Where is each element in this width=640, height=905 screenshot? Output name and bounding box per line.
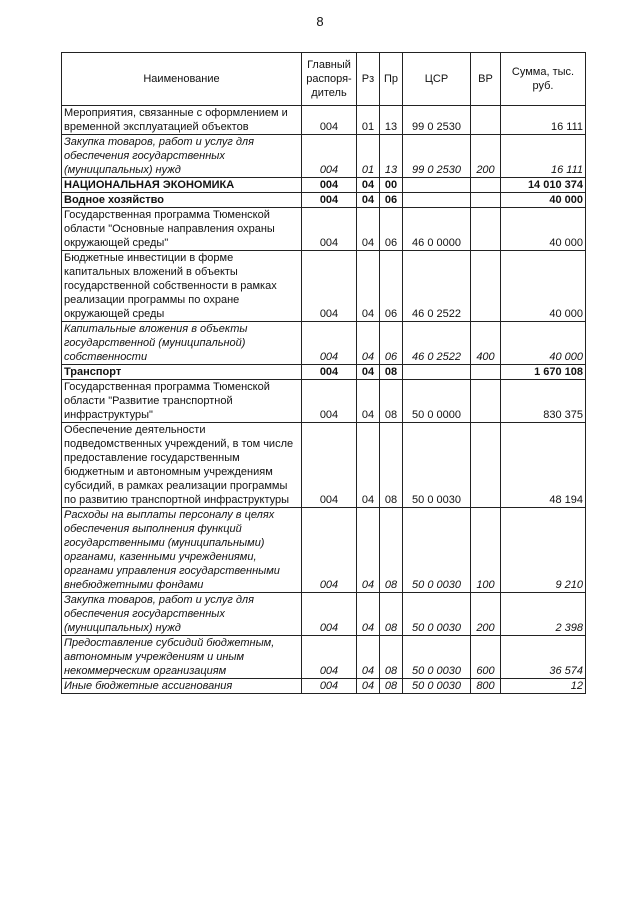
cell-sum: 12 (501, 679, 586, 694)
cell-main-manager: 004 (302, 135, 357, 178)
cell-pr: 08 (380, 365, 403, 380)
cell-name: Предоставление субсидий бюджетным, автономным учреждениям и иным некоммерческим организациям (62, 636, 302, 679)
cell-vr: 800 (471, 679, 501, 694)
table-row (62, 193, 586, 208)
cell-csr: 50 0 0030 (403, 636, 471, 679)
page-number: 8 (316, 14, 324, 29)
cell-pr: 08 (380, 679, 403, 694)
cell-csr (403, 193, 471, 208)
cell-name: Транспорт (62, 365, 302, 380)
cell-vr (471, 251, 501, 322)
cell-pr: 08 (380, 380, 403, 423)
cell-csr: 50 0 0000 (403, 380, 471, 423)
cell-sum: 1 670 108 (501, 365, 586, 380)
cell-sum: 48 194 (501, 423, 586, 508)
cell-sum: 40 000 (501, 322, 586, 365)
cell-sum: 40 000 (501, 208, 586, 251)
cell-vr (471, 208, 501, 251)
cell-csr (403, 178, 471, 193)
cell-rz: 04 (357, 679, 380, 694)
cell-pr: 08 (380, 508, 403, 593)
cell-main-manager: 004 (302, 322, 357, 365)
cell-csr: 50 0 0030 (403, 679, 471, 694)
cell-sum: 830 375 (501, 380, 586, 423)
cell-name: Мероприятия, связанные с оформлением и временной эксплуатацией объектов (62, 106, 302, 135)
cell-main-manager: 004 (302, 636, 357, 679)
cell-rz: 04 (357, 593, 380, 636)
header-main-manager: Главный распоря-дитель (302, 53, 357, 106)
cell-name: Расходы на выплаты персоналу в целях обеспечения выполнения функций государственными (муниципальными) органами, казенными учреждениями, органами управления государственными внебюджетными фондами (62, 508, 302, 593)
table-row (62, 135, 586, 178)
table-row (62, 251, 586, 322)
table-row (62, 679, 586, 694)
cell-main-manager: 004 (302, 106, 357, 135)
cell-rz: 04 (357, 365, 380, 380)
cell-name: Закупка товаров, работ и услуг для обеспечения государственных (муниципальных) нужд (62, 135, 302, 178)
cell-name: НАЦИОНАЛЬНАЯ ЭКОНОМИКА (62, 178, 302, 193)
table-row (62, 322, 586, 365)
cell-main-manager: 004 (302, 193, 357, 208)
cell-rz: 04 (357, 423, 380, 508)
cell-name: Капитальные вложения в объекты государственной (муниципальной) собственности (62, 322, 302, 365)
table-row (62, 508, 586, 593)
cell-name: Закупка товаров, работ и услуг для обеспечения государственных (муниципальных) нужд (62, 593, 302, 636)
cell-rz: 01 (357, 106, 380, 135)
cell-rz: 04 (357, 251, 380, 322)
cell-pr: 06 (380, 251, 403, 322)
cell-csr: 50 0 0030 (403, 423, 471, 508)
cell-sum: 16 111 (501, 135, 586, 178)
cell-pr: 08 (380, 423, 403, 508)
cell-sum: 36 574 (501, 636, 586, 679)
table-row (62, 380, 586, 423)
cell-vr: 200 (471, 135, 501, 178)
cell-vr (471, 178, 501, 193)
cell-main-manager: 004 (302, 423, 357, 508)
cell-main-manager: 004 (302, 380, 357, 423)
header-vr: ВР (471, 53, 501, 106)
cell-rz: 04 (357, 636, 380, 679)
table-row (62, 178, 586, 193)
cell-rz: 04 (357, 322, 380, 365)
cell-rz: 04 (357, 508, 380, 593)
cell-name: Бюджетные инвестиции в форме капитальных вложений в объекты государственной собственности в рамках реализации программы по охране окружающей среды (62, 251, 302, 322)
cell-rz: 04 (357, 178, 380, 193)
cell-vr (471, 380, 501, 423)
cell-vr (471, 365, 501, 380)
cell-pr: 06 (380, 193, 403, 208)
cell-pr: 08 (380, 593, 403, 636)
cell-csr: 50 0 0030 (403, 593, 471, 636)
header-name: Наименование (62, 53, 302, 106)
table-row (62, 593, 586, 636)
cell-csr: 50 0 0030 (403, 508, 471, 593)
cell-vr (471, 193, 501, 208)
table-body (62, 106, 586, 694)
cell-sum: 40 000 (501, 193, 586, 208)
cell-rz: 01 (357, 135, 380, 178)
header-pr: Пр (380, 53, 403, 106)
cell-main-manager: 004 (302, 593, 357, 636)
cell-main-manager: 004 (302, 251, 357, 322)
cell-name: Иные бюджетные ассигнования (62, 679, 302, 694)
cell-name: Обеспечение деятельности подведомственных учреждений, в том числе предоставление государственным бюджетным и автономным учреждениям субсидий, в рамках реализации программы по развитию транспортной инфраструктуры (62, 423, 302, 508)
cell-name: Водное хозяйство (62, 193, 302, 208)
cell-main-manager: 004 (302, 365, 357, 380)
header-rz: Рз (357, 53, 380, 106)
cell-pr: 08 (380, 636, 403, 679)
cell-pr: 06 (380, 208, 403, 251)
cell-vr (471, 106, 501, 135)
cell-rz: 04 (357, 193, 380, 208)
budget-table (61, 52, 586, 694)
cell-pr: 00 (380, 178, 403, 193)
table-row (62, 636, 586, 679)
cell-main-manager: 004 (302, 679, 357, 694)
cell-vr: 100 (471, 508, 501, 593)
cell-pr: 13 (380, 106, 403, 135)
cell-sum: 40 000 (501, 251, 586, 322)
cell-rz: 04 (357, 380, 380, 423)
cell-name: Государственная программа Тюменской области "Развитие транспортной инфраструктуры" (62, 380, 302, 423)
cell-name: Государственная программа Тюменской области "Основные направления охраны окружающей среды" (62, 208, 302, 251)
cell-sum: 14 010 374 (501, 178, 586, 193)
header-sum: Сумма, тыс. руб. (501, 53, 586, 106)
cell-main-manager: 004 (302, 508, 357, 593)
cell-csr: 46 0 0000 (403, 208, 471, 251)
cell-pr: 13 (380, 135, 403, 178)
cell-sum: 9 210 (501, 508, 586, 593)
cell-sum: 16 111 (501, 106, 586, 135)
cell-vr: 400 (471, 322, 501, 365)
cell-pr: 06 (380, 322, 403, 365)
cell-csr (403, 365, 471, 380)
table-header-row (62, 53, 586, 106)
cell-main-manager: 004 (302, 178, 357, 193)
cell-csr: 46 0 2522 (403, 251, 471, 322)
cell-csr: 99 0 2530 (403, 135, 471, 178)
cell-vr: 200 (471, 593, 501, 636)
cell-csr: 99 0 2530 (403, 106, 471, 135)
table-row (62, 106, 586, 135)
header-csr: ЦСР (403, 53, 471, 106)
table-row (62, 365, 586, 380)
cell-vr: 600 (471, 636, 501, 679)
cell-csr: 46 0 2522 (403, 322, 471, 365)
table-row (62, 423, 586, 508)
table-row (62, 208, 586, 251)
cell-rz: 04 (357, 208, 380, 251)
cell-main-manager: 004 (302, 208, 357, 251)
cell-sum: 2 398 (501, 593, 586, 636)
cell-vr (471, 423, 501, 508)
